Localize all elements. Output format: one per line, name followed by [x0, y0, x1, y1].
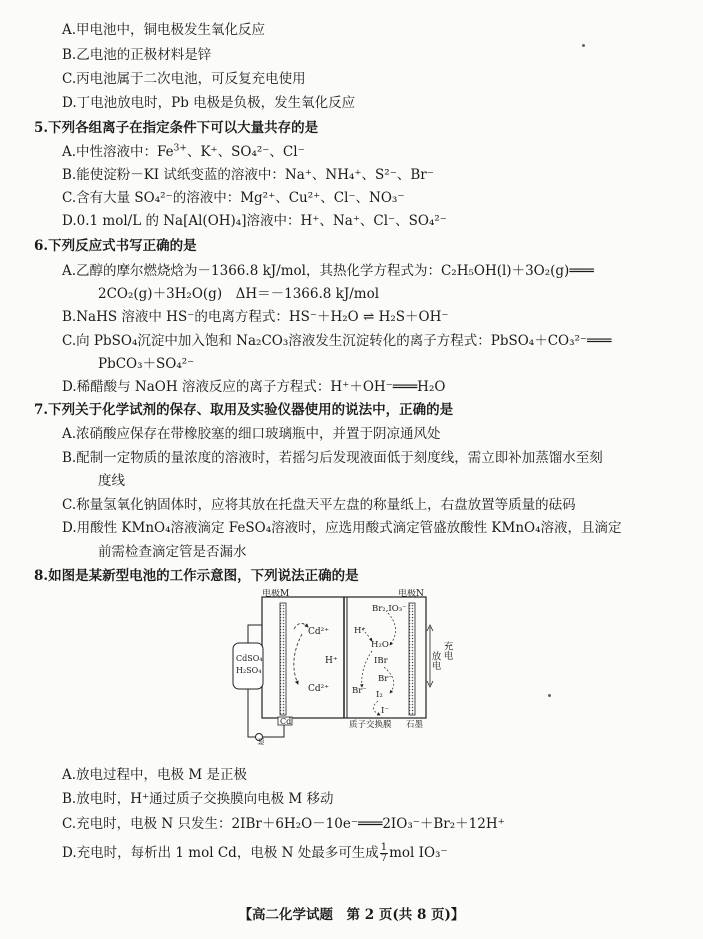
q5-option-c: C.含有大量 SO₄²⁻的溶液中：Mg²⁺、Cu²⁺、Cl⁻、NO₃⁻	[62, 190, 405, 206]
q8-option-b: B.放电时，H⁺通过质子交换膜向电极 M 移动	[62, 791, 334, 807]
q6-option-d: D.稀醋酸与 NaOH 溶液反应的离子方程式：H⁺＋OH⁻═══H₂O	[62, 379, 446, 395]
q5-option-a	[62, 143, 305, 161]
graphite-plate	[409, 603, 415, 715]
q5-option-a-pre: A.中性溶液中：Fe	[62, 144, 174, 160]
scan-speck	[582, 44, 585, 47]
tank-label-cdso4: CdSO₄	[236, 654, 263, 663]
question-8-stem: 8.如图是某新型电池的工作示意图，下列说法正确的是	[34, 568, 359, 584]
label-discharge: 放电	[429, 651, 441, 670]
right-species-top: Br₂,IO₃⁻	[372, 604, 407, 614]
left-ion-h: H⁺	[325, 656, 338, 666]
option-prev-c: C.丙电池属于二次电池，可反复充电使用	[62, 71, 306, 87]
label-electrode-m: 电极M	[262, 589, 290, 599]
electrode-m-plate	[280, 603, 286, 715]
q8-option-d-fraction	[380, 843, 388, 864]
q7-option-d-line1: D.用酸性 KMnO₄溶液滴定 FeSO₄溶液时，应选用酸式滴定管盛放酸性 KMnO₄溶液，且滴定	[62, 520, 622, 536]
pipe-top	[248, 625, 262, 643]
tank-label-h2so4: H₂SO₄	[236, 666, 262, 675]
label-electrode-n: 电极N	[398, 589, 424, 599]
q6-option-c-line2: PbCO₃＋SO₄²⁻	[98, 356, 195, 372]
q6-option-a-line1: A.乙醇的摩尔燃烧焓为－1366.8 kJ/mol，其热化学方程式为：C₂H₅OH(l)＋3O₂(g)═══	[62, 263, 594, 279]
question-6-stem: 6.下列反应式书写正确的是	[34, 238, 197, 254]
scan-speck	[548, 694, 551, 697]
right-species-i-minus: I⁻	[381, 706, 389, 716]
question-5-stem: 5.下列各组离子在指定条件下可以大量共存的是	[34, 120, 319, 136]
q6-option-a-line2: 2CO₂(g)＋3H₂O(g) ΔH＝－1366.8 kJ/mol	[98, 286, 380, 302]
q8-option-c: C.充电时，电极 N 只发生：2IBr＋6H₂O－10e⁻═══2IO₃⁻＋Br₂＋12H⁺	[62, 816, 505, 832]
q5-option-a-post: 、K⁺、SO₄²⁻、Cl⁻	[186, 144, 305, 160]
battery-diagram	[228, 589, 460, 745]
label-cd: Cd	[280, 717, 292, 726]
label-membrane: 质子交换膜	[349, 720, 392, 730]
right-species-br-minus: Br⁻	[378, 674, 393, 684]
right-species-br-left: Br⁻	[352, 686, 367, 696]
arrow-cd-in	[294, 623, 308, 629]
arrow-br-left	[362, 651, 372, 687]
q6-option-b: B.NaHS 溶液中 HS⁻的电离方程式：HS⁻＋H₂O ⇌ H₂S＋OH⁻	[62, 309, 449, 325]
arrow-cd-down	[294, 634, 302, 684]
q6-option-c-line1: C.向 PbSO₄沉淀中加入饱和 Na₂CO₃溶液发生沉淀转化的离子方程式：PbSO₄＋CO₃²⁻═══	[62, 333, 612, 349]
q8-option-d-pre: D.充电时，每析出 1 mol Cd，电极 N 处最多可生成	[62, 845, 379, 861]
q5-option-d: D.0.1 mol/L 的 Na[Al(OH)₄]溶液中：H⁺、Na⁺、Cl⁻、SO₄²⁻	[62, 213, 447, 229]
left-ion-cd-bottom: Cd²⁺	[308, 684, 330, 694]
option-prev-d: D.丁电池放电时，Pb 电极是负极，发生氧化反应	[62, 95, 356, 111]
page-footer: 【高二化学试题 第 2 页(共 8 页)】	[238, 907, 465, 923]
right-species-ibr: IBr	[374, 656, 388, 666]
q7-option-d-line2: 前需检查滴定管是否漏水	[98, 544, 247, 560]
arrow-top-down	[388, 613, 396, 645]
q8-option-a: A.放电过程中，电极 M 是正极	[62, 767, 247, 783]
q5-option-b: B.能使淀粉－KI 试纸变蓝的溶液中：Na⁺、NH₄⁺、S²⁻、Br⁻	[62, 167, 434, 183]
pipe-bottom	[248, 689, 284, 737]
right-species-h: H⁺	[354, 626, 366, 636]
right-species-i2: I₂	[376, 690, 383, 700]
arrow-i-minus	[373, 701, 380, 715]
fraction-denominator: 7	[380, 853, 388, 864]
q7-option-b-line1: B.配制一定物质的量浓度的溶液时，若摇匀后发现液面低于刻度线，需立即补加蒸馏水至刻	[62, 450, 603, 466]
q7-option-c: C.称量氢氧化钠固体时，应将其放在托盘天平左盘的称量纸上，右盘放置等质量的砝码	[62, 497, 576, 513]
q8-option-d-post: mol IO₃⁻	[389, 845, 448, 861]
fraction-numerator: 1	[380, 842, 388, 853]
q5-option-a-charge: 3+	[173, 143, 187, 154]
label-graphite: 石墨	[406, 720, 424, 730]
label-charge: 充电	[441, 641, 453, 660]
option-prev-a: A.甲电池中，铜电极发生氧化反应	[62, 22, 266, 38]
left-ion-cd-top: Cd²⁺	[308, 627, 330, 637]
q7-option-b-line2: 度线	[98, 473, 125, 489]
option-prev-b: B.乙电池的正极材料是锌	[62, 47, 212, 63]
q8-option-d	[62, 843, 448, 864]
q7-option-a: A.浓硝酸应保存在带橡胶塞的细口玻璃瓶中，并置于阴凉通风处	[62, 426, 441, 442]
question-7-stem: 7.下列关于化学试剂的保存、取用及实验仪器使用的说法中，正确的是	[34, 402, 454, 418]
label-pump: 泵	[257, 738, 265, 745]
right-species-h2o: H₂O	[371, 640, 389, 650]
